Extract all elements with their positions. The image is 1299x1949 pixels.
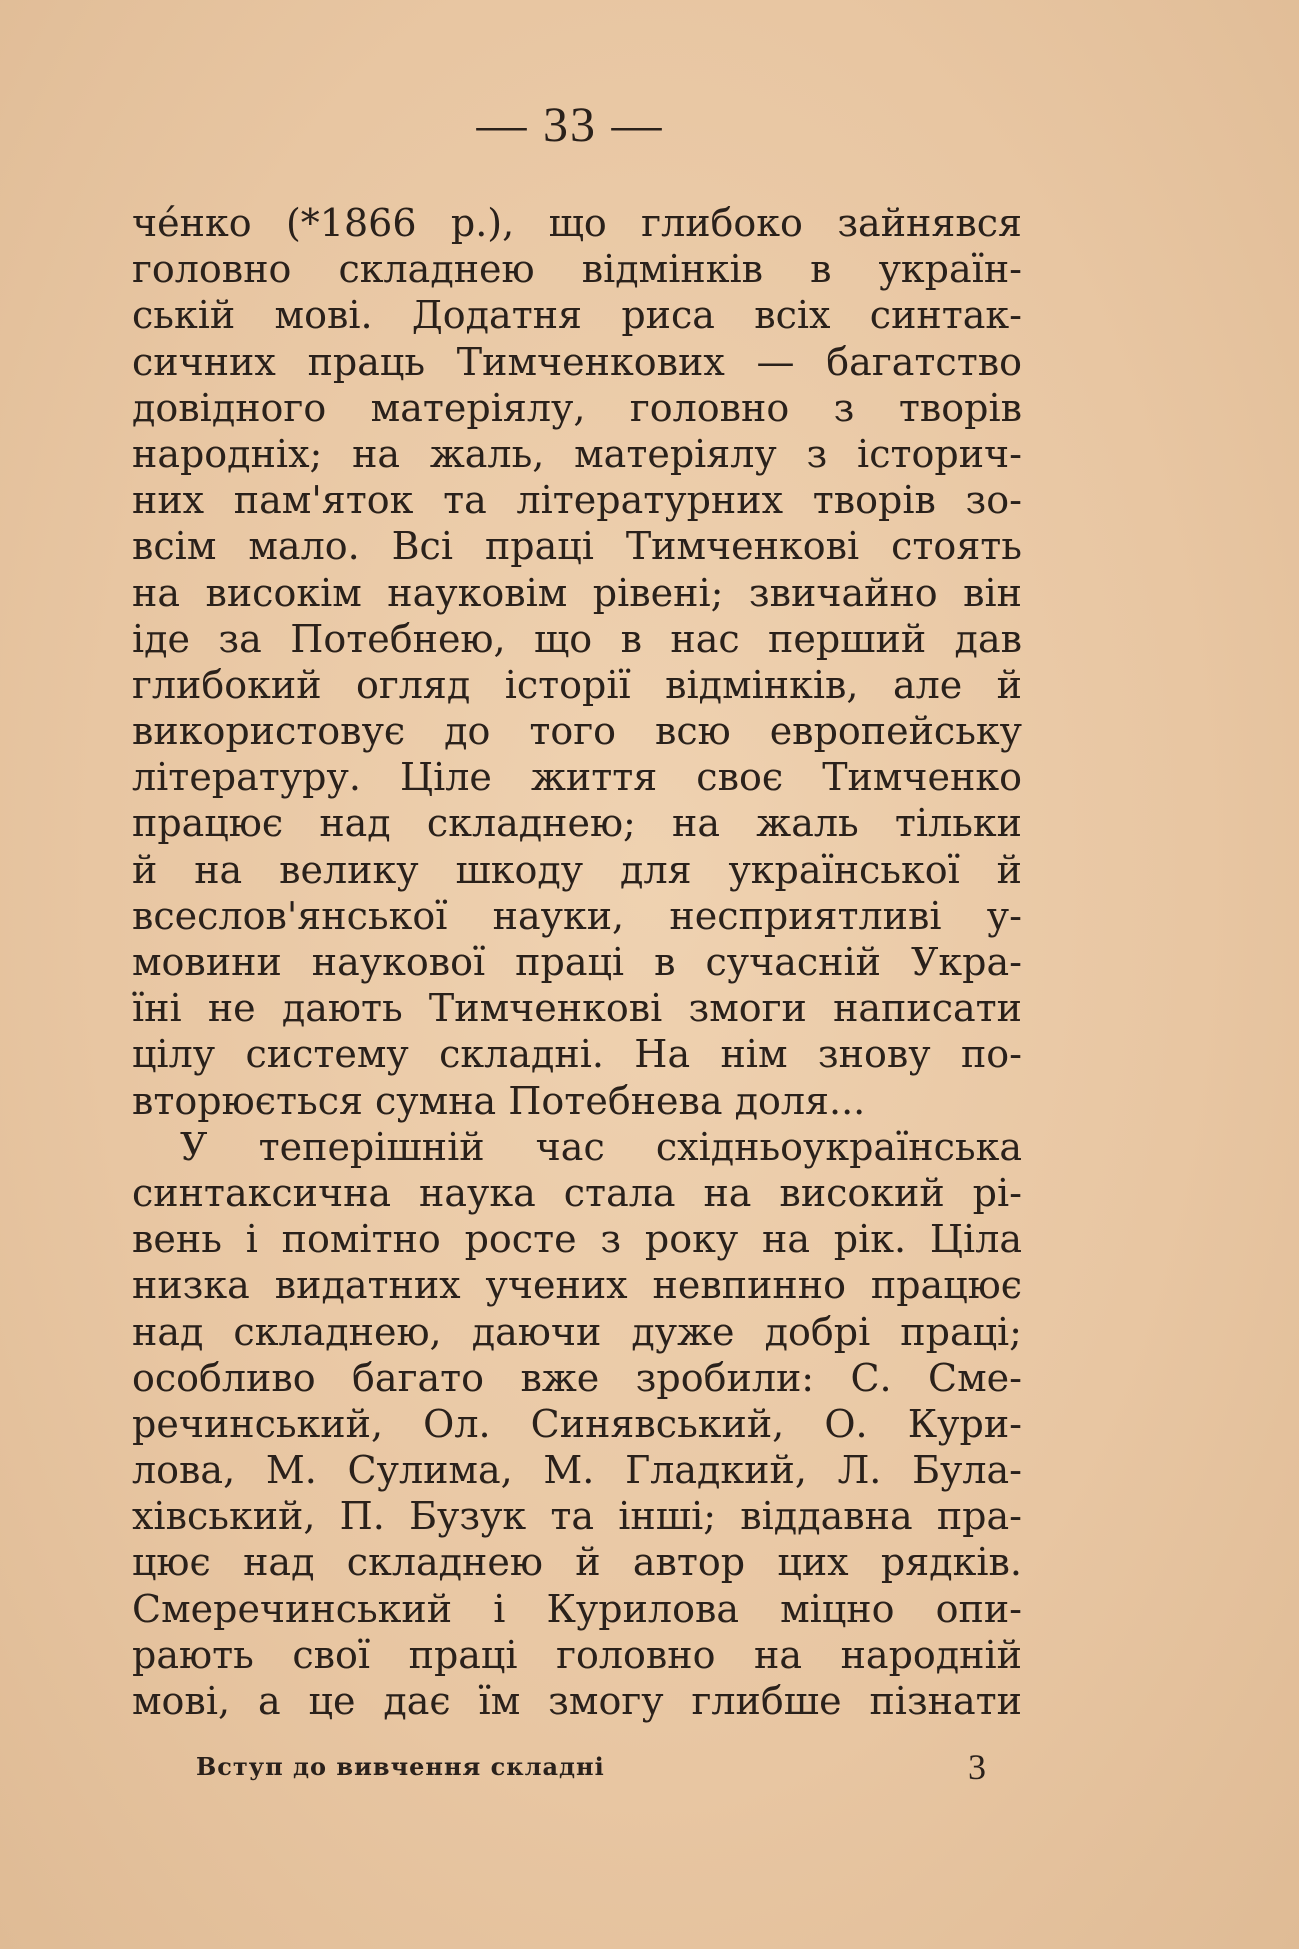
text-line: особливо багато вже зробили: С. Сме- — [132, 1355, 1022, 1400]
text-line: У теперішній час східньоукраїнська — [180, 1124, 1022, 1169]
text-line: всім мало. Всі праці Тимченкові стоять — [132, 524, 1022, 569]
page-footer — [196, 1747, 986, 1792]
text-line: цілу систему складні. На нім знову по- — [132, 1032, 1022, 1077]
text-line: іде за Потебнею, що в нас перший дав — [132, 616, 1022, 661]
text-line: на високім науковім рівені; звичайно він — [132, 570, 1022, 615]
text-line: цює над складнею й автор цих рядків. — [132, 1540, 1022, 1585]
text-line: народніх; на жаль, матеріялу з історич- — [132, 431, 1022, 476]
text-line: них пам'яток та літературних творів зо- — [132, 478, 1022, 523]
text-line: всеслов'янської науки, несприятливі у- — [132, 893, 1022, 938]
text-line: довідного матеріялу, головно з творів — [132, 385, 1022, 430]
text-line: вень і помітно росте з року на рік. Ціла — [132, 1217, 1022, 1262]
text-line: мові, а це дає їм змогу глибше пізнати — [132, 1679, 1022, 1723]
text-line: Смеречинський і Курилова міцно опи- — [132, 1586, 1022, 1631]
footer-book-title: Вступ до вивчення складні — [196, 1752, 605, 1781]
text-line: над складнею, даючи дуже добрі праці; — [132, 1309, 1022, 1354]
text-line: головно складнею відмінків в україн- — [132, 247, 1022, 292]
text-line: рають свої праці головно на народній — [132, 1632, 1022, 1677]
text-line: чéнко (*1866 р.), що глибоко зайнявся — [132, 201, 1022, 245]
text-line: працює над складнею; на жаль тільки — [132, 801, 1022, 846]
text-line: й на велику шкоду для української й — [132, 847, 1022, 892]
text-line: речинський, Ол. Синявський, О. Кури- — [132, 1401, 1022, 1446]
text-line: хівський, П. Бузук та інші; віддавна пра- — [132, 1494, 1022, 1539]
text-line: їні не дають Тимченкові змоги написати — [132, 986, 1022, 1031]
signature-mark: 3 — [968, 1747, 986, 1787]
text-line: лова, М. Сулима, М. Гладкий, Л. Була- — [132, 1448, 1022, 1493]
page-number: — 33 — — [476, 96, 664, 152]
text-line: глибокий огляд історії відмінків, але й — [132, 662, 1022, 707]
text-line: низка видатних учених невпинно працює — [132, 1263, 1022, 1308]
text-line: використовує до того всю европейську — [132, 709, 1022, 754]
text-line: літературу. Ціле життя своє Тимченко — [132, 755, 1022, 800]
text-line: мовини наукової праці в сучасній Укра- — [132, 940, 1022, 984]
text-line: вторюється сумна Потебнева доля... — [132, 1078, 866, 1123]
text-line: сичних праць Тимченкових — багатство — [132, 339, 1022, 384]
body-text — [132, 200, 1022, 1724]
text-line: синтаксична наука стала на високий рі- — [132, 1170, 1022, 1215]
text-line: ській мові. Додатня риса всіх синтак- — [132, 293, 1022, 338]
